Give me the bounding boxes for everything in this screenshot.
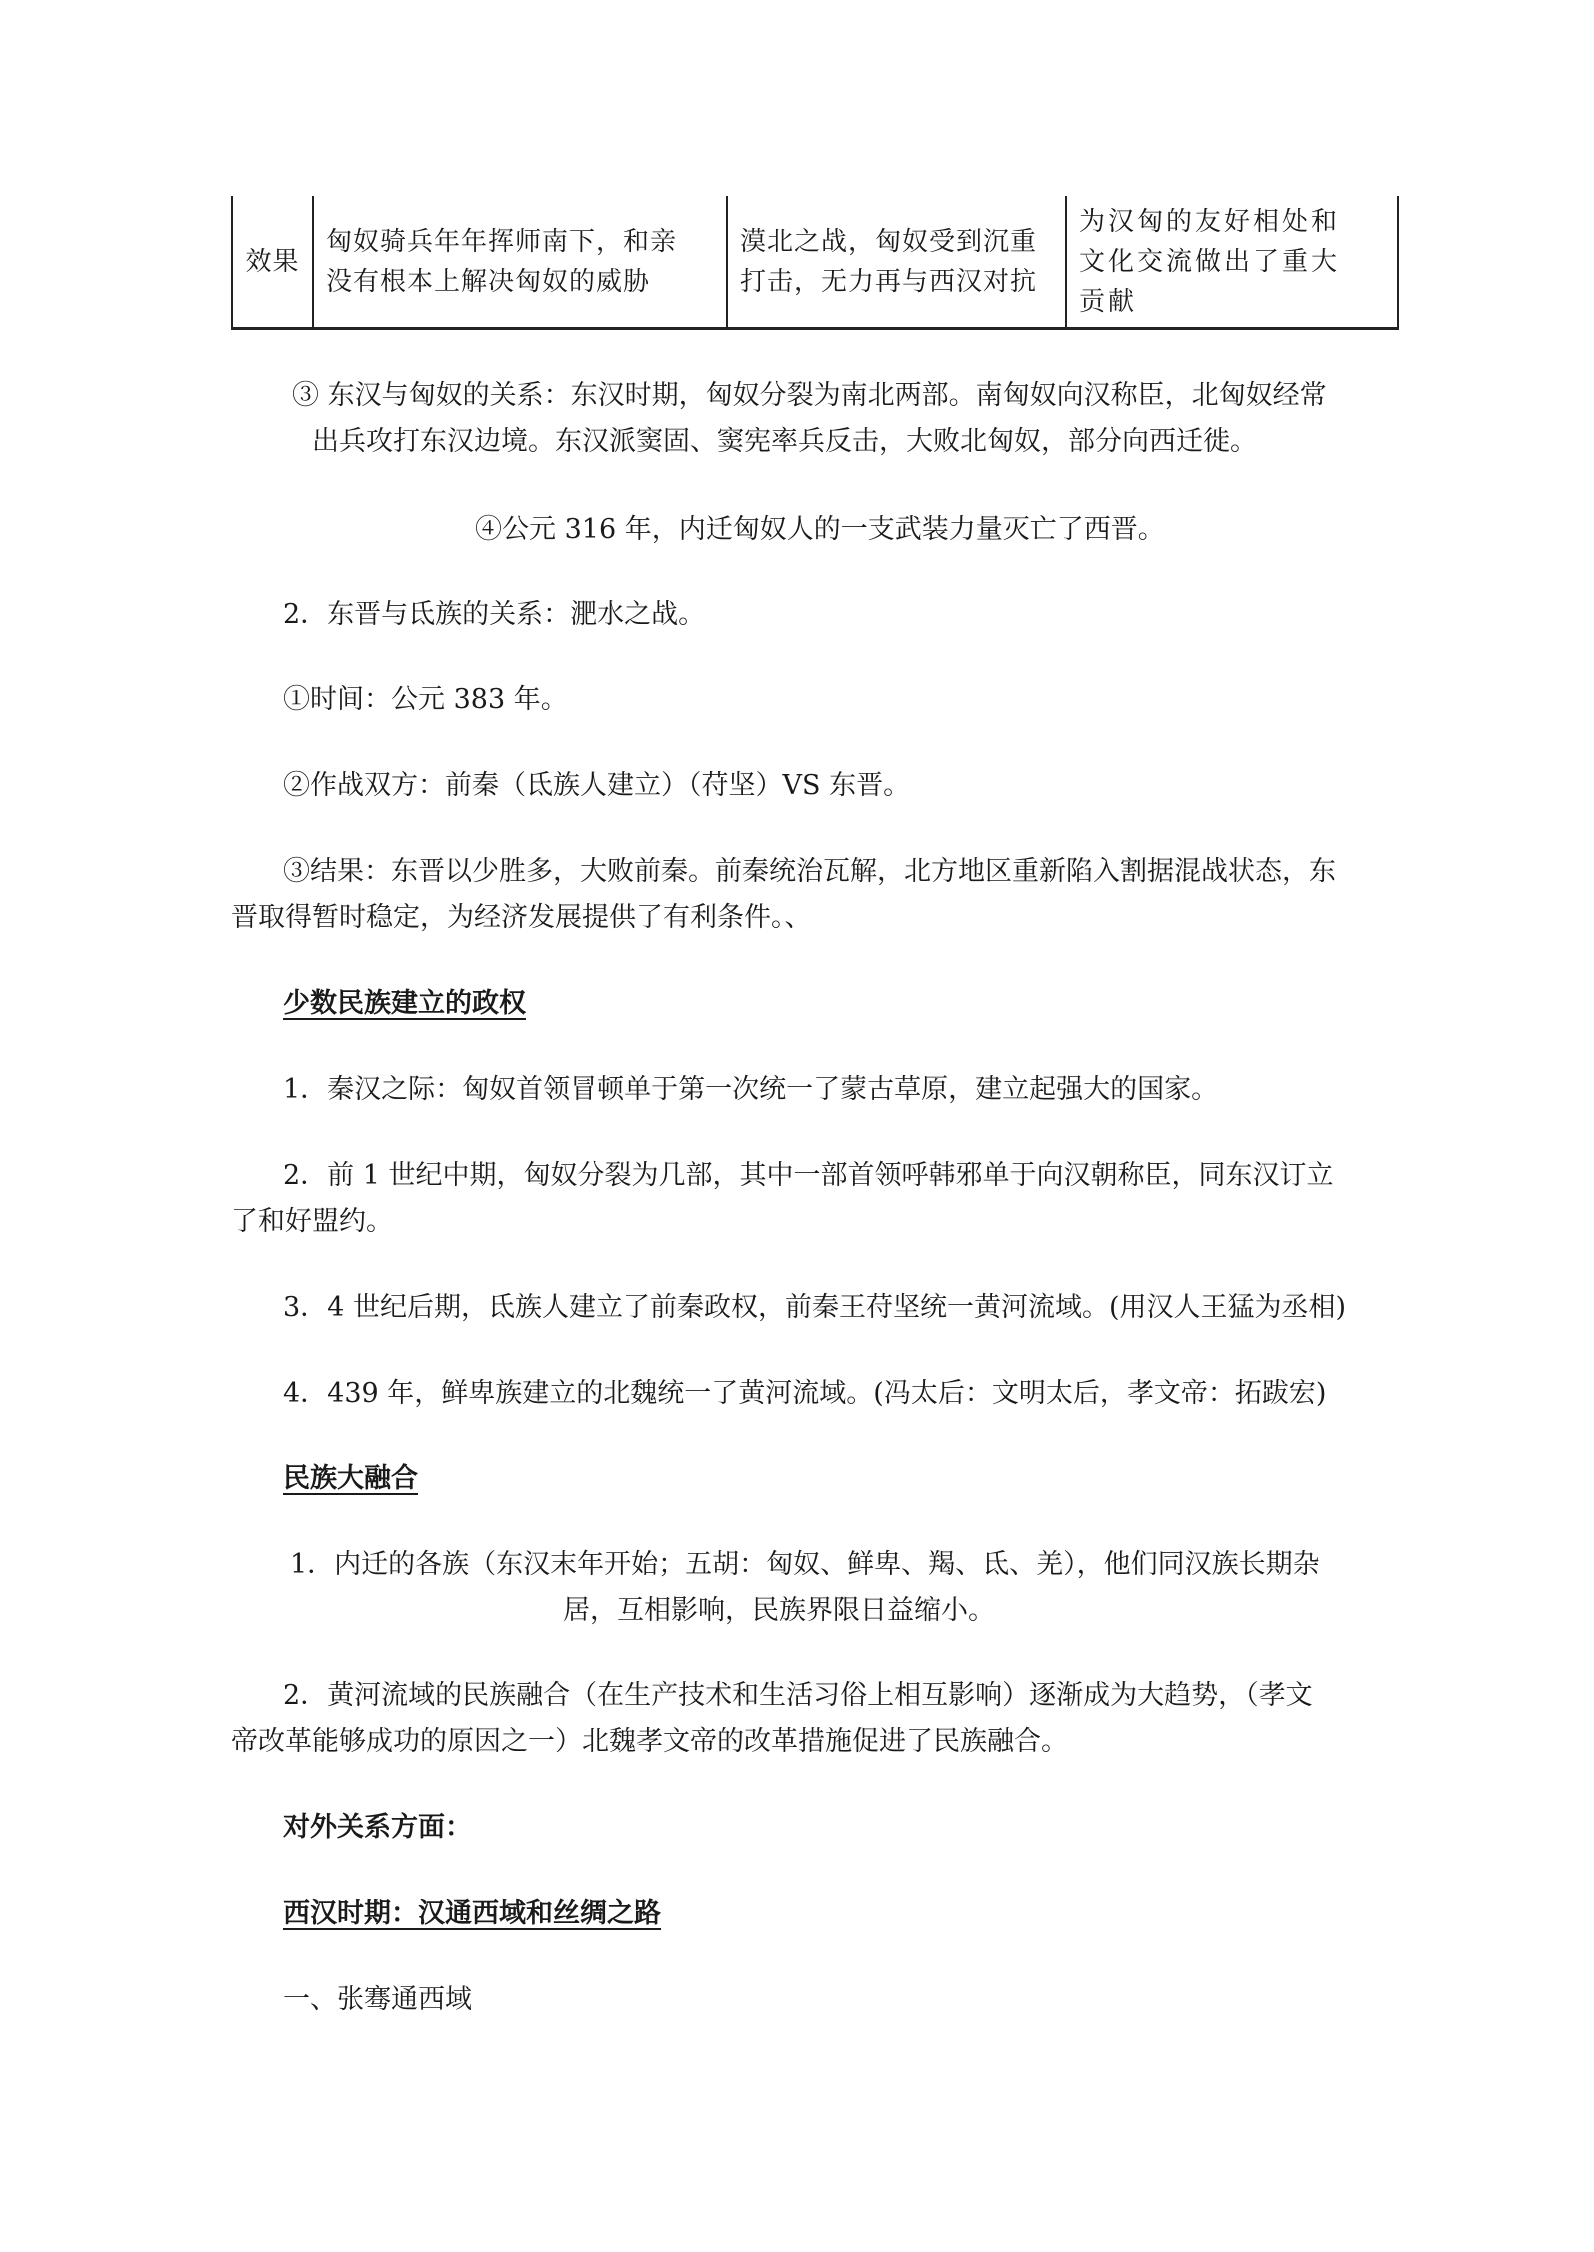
table-cell [727, 196, 1066, 329]
table-cell-line: 匈奴骑兵年年挥师南下，和亲 [326, 226, 678, 257]
paragraph: 1．秦汉之际：匈奴首领冒顿单于第一次统一了蒙古草原，建立起强大的国家。 [283, 1074, 1219, 1105]
paragraph-line: 出兵攻打东汉边境。东汉派窦固、窦宪率兵反击，大败北匈奴，部分向西迁徙。 [312, 426, 1257, 457]
table-cell-line: 文化交流做出了重大 [1079, 246, 1341, 277]
paragraph-line: 帝改革能够成功的原因之一）北魏孝文帝的改革措施促进了民族融合。 [231, 1726, 1068, 1757]
table-cell-line: 没有根本上解决匈奴的威胁 [326, 266, 651, 297]
table-cell [313, 196, 727, 329]
section-heading: 西汉时期：汉通西域和丝绸之路 [283, 1898, 661, 1929]
paragraph: 3．4 世纪后期，氐族人建立了前秦政权，前秦王苻坚统一黄河流域。(用汉人王猛为丞相) [283, 1292, 1347, 1323]
paragraph-line: 2．前 1 世纪中期，匈奴分裂为几部，其中一部首领呼韩邪单于向汉朝称臣，同东汉订立 [283, 1160, 1334, 1191]
section-heading: 对外关系方面： [283, 1812, 472, 1843]
paragraph-line: 1．内迁的各族（东汉末年开始；五胡：匈奴、鲜卑、羯、氐、羌），他们同汉族长期杂 [290, 1549, 1320, 1580]
paragraph: ④公元 316 年，内迁匈奴人的一支武装力量灭亡了西晋。 [475, 514, 1165, 545]
table-cell-line: 为汉匈的友好相处和 [1079, 206, 1341, 237]
paragraph: 4．439 年，鲜卑族建立的北魏统一了黄河流域。(冯太后：文明太后，孝文帝：拓跋宏) [283, 1378, 1327, 1409]
table-cell-line: 打击，无力再与西汉对抗 [740, 266, 1038, 297]
table-row-label: 效果 [232, 196, 313, 329]
paragraph-line: 居，互相影响，民族界限日益缩小。 [563, 1595, 995, 1626]
paragraph-line: 晋取得暂时稳定，为经济发展提供了有利条件。、 [231, 902, 812, 933]
table-row [232, 196, 1398, 329]
paragraph: 2．东晋与氐族的关系：淝水之战。 [283, 599, 706, 630]
paragraph-line: ③结果：东晋以少胜多，大败前秦。前秦统治瓦解，北方地区重新陷入割据混战状态，东 [283, 856, 1336, 887]
section-heading: 民族大融合 [283, 1463, 418, 1494]
table-cell-line: 漠北之战，匈奴受到沉重 [740, 226, 1038, 257]
table-cell [1066, 196, 1398, 329]
paragraph-line: 2．黄河流域的民族融合（在生产技术和生活习俗上相互影响）逐渐成为大趋势，（孝文 [283, 1680, 1313, 1711]
table-cell-line: 贡献 [1079, 286, 1138, 317]
paragraph: ②作战双方：前秦（氐族人建立）（苻坚）VS 东晋。 [283, 770, 911, 801]
paragraph-line: 了和好盟约。 [231, 1206, 393, 1237]
paragraph-line: ③ 东汉与匈奴的关系：东汉时期，匈奴分裂为南北两部。南匈奴向汉称臣，北匈奴经常 [292, 380, 1327, 411]
effect-table [231, 196, 1399, 330]
paragraph: ①时间：公元 383 年。 [283, 684, 568, 715]
section-heading: 少数民族建立的政权 [283, 988, 526, 1019]
paragraph: 一、张骞通西域 [283, 1984, 472, 2015]
